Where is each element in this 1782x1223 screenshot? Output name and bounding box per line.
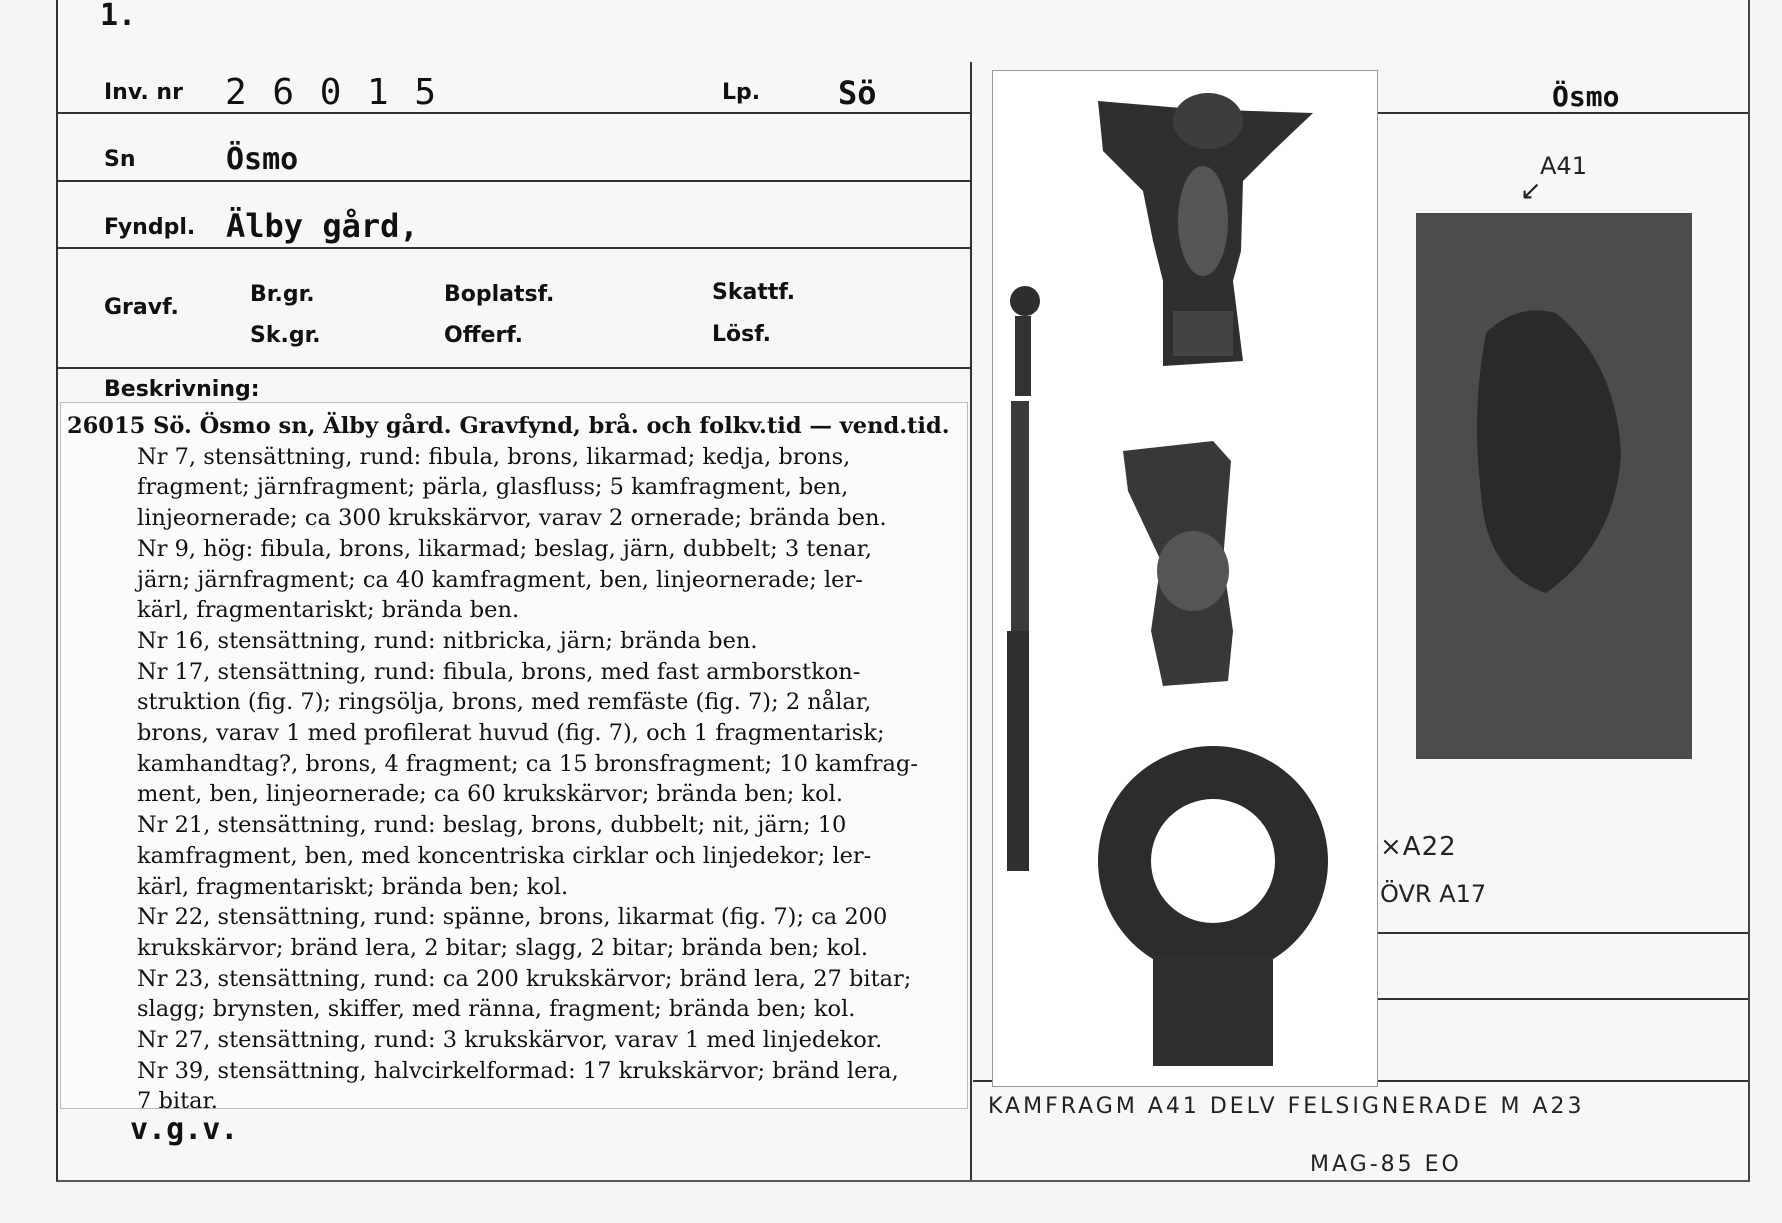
fyndpl-label: Fyndpl.: [104, 215, 196, 240]
comb-fragment-photograph: [1416, 213, 1692, 759]
row-rule: [1378, 998, 1748, 1000]
header-parish: Ösmo: [1552, 80, 1620, 113]
row-rule: [58, 247, 970, 249]
losf-label: Lösf.: [712, 322, 771, 347]
sn-value: Ösmo: [226, 142, 299, 177]
ring-buckle-icon: [1098, 746, 1328, 1066]
annotation-bottom-1: KAMFRAGM A41 DELV FELSIGNERADE M A23: [988, 1094, 1585, 1119]
clipping-line: kamfragment, ben, med koncentriska cirklar och linjedekor; ler-: [137, 842, 872, 869]
clipping-line: 7 bitar.: [137, 1088, 218, 1115]
artifact-illustration: [993, 71, 1377, 1086]
boplatsf-label: Boplatsf.: [444, 282, 555, 307]
row-rule: [1378, 932, 1748, 934]
beskrivning-label: Beskrivning:: [104, 377, 260, 402]
brooch-fragment-icon: [1098, 93, 1313, 366]
annotation-bottom-2: MAG-85 EO: [1310, 1152, 1462, 1177]
inv-label: Inv. nr: [104, 80, 183, 105]
clipping-line: 26015 Sö. Ösmo sn, Älby gård. Gravfynd, brå. och folkv.tid — vend.tid.: [67, 413, 950, 439]
card-number: 1.: [100, 0, 137, 33]
clipping-line: Nr 21, stensättning, rund: beslag, brons, dubbelt; nit, järn; 10: [137, 812, 847, 839]
skgr-label: Sk.gr.: [250, 323, 321, 348]
sn-label: Sn: [104, 147, 136, 172]
clipping-line: Nr 27, stensättning, rund: 3 krukskärvor, varav 1 med linjedekor.: [137, 1027, 883, 1054]
artifact-photograph: [992, 70, 1378, 1087]
row-rule: [58, 180, 970, 182]
clipping-line: krukskärvor; bränd lera, 2 bitar; slagg, 2 bitar; brända ben; kol.: [137, 934, 869, 961]
clipping-line: Nr 7, stensättning, rund: fibula, brons, likarmad; kedja, brons,: [137, 443, 851, 470]
clipping-line: Nr 23, stensättning, rund: ca 200 krukskärvor; bränd lera, 27 bitar;: [137, 965, 912, 992]
clipping-line: Nr 9, hög: fibula, brons, likarmad; beslag, järn, dubbelt; 3 tenar,: [137, 535, 873, 562]
clipping-text: [67, 411, 950, 1117]
offerf-label: Offerf.: [444, 323, 524, 348]
comb-fragment-icon: [1416, 213, 1692, 759]
clipping-line: struktion (fig. 7); ringsölja, brons, med remfäste (fig. 7); 2 nålar,: [137, 689, 872, 716]
clipping-line: linjeornerade; ca 300 krukskärvor, varav 2 ornerade; brända ben.: [137, 505, 887, 532]
description-clipping: [60, 402, 968, 1115]
gravf-label: Gravf.: [104, 295, 179, 320]
clipping-line: Nr 17, stensättning, rund: fibula, brons, med fast armborstkon-: [137, 658, 861, 685]
clipping-line: Nr 22, stensättning, rund: spänne, brons, likarmat (fig. 7); ca 200: [137, 904, 888, 931]
brgr-label: Br.gr.: [250, 282, 315, 307]
clipping-line: Nr 39, stensättning, halvcirkelformad: 17 krukskärvor; bränd lera,: [137, 1057, 899, 1084]
clipping-line: brons, varav 1 med profilerat huvud (fig. 7), och 1 fragmentarisk;: [137, 720, 885, 747]
clipping-line: fragment; järnfragment; pärla, glasfluss; 5 kamfragment, ben,: [137, 474, 849, 501]
lp-label: Lp.: [722, 80, 761, 105]
signature-vgv: v.g.v.: [130, 1112, 239, 1147]
annotation-a41: A41: [1540, 152, 1587, 180]
lp-value: Sö: [838, 74, 877, 112]
annotation-xa22: ×A22: [1380, 832, 1457, 862]
column-divider: [970, 62, 972, 1180]
arrow-down-icon: ↙: [1520, 176, 1545, 206]
clipping-line: kärl, fragmentariskt; brända ben.: [137, 597, 520, 624]
annotation-ovr: ÖVR A17: [1380, 880, 1487, 908]
clipping-line: kamhandtag?, brons, 4 fragment; ca 15 bronsfragment; 10 kamfrag-: [137, 750, 918, 777]
clipping-line: järn; järnfragment; ca 40 kamfragment, ben, linjeornerade; ler-: [137, 566, 863, 593]
fyndpl-value: Älby gård,: [226, 207, 419, 245]
clipping-line: ment, ben, linjeornerade; ca 60 krukskärvor; brända ben; kol.: [137, 781, 843, 808]
row-rule: [58, 367, 970, 369]
clipping-line: slagg; brynsten, skiffer, med ränna, fragment; brända ben; kol.: [137, 996, 856, 1023]
clipping-line: Nr 16, stensättning, rund: nitbricka, järn; brända ben.: [137, 627, 758, 654]
skattf-label: Skattf.: [712, 280, 796, 305]
clipping-line: kärl, fragmentariskt; brända ben; kol.: [137, 873, 569, 900]
comb-handle-icon: [1123, 441, 1233, 686]
inv-number: 2 6 0 1 5: [225, 72, 439, 113]
pin-icon: [1007, 286, 1040, 871]
row-rule: [58, 112, 970, 114]
